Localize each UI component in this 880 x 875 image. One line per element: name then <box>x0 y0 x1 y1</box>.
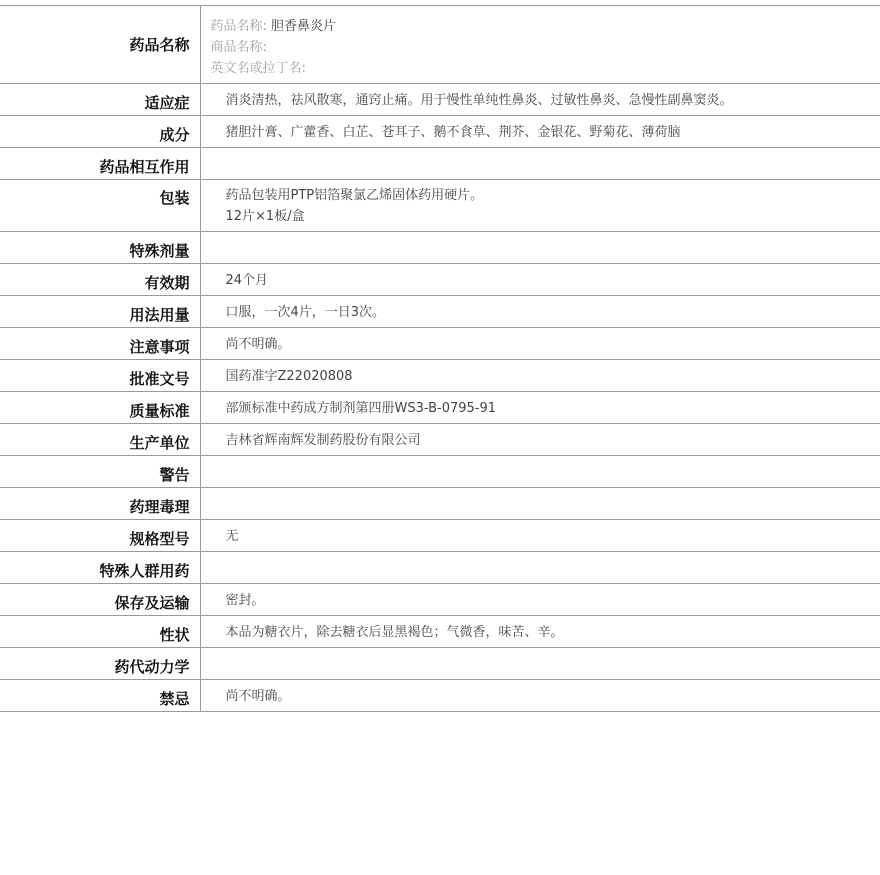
row-usage <box>0 296 880 328</box>
value-spec: 无 <box>200 520 880 552</box>
label-standard: 质量标准 <box>0 392 200 424</box>
row-contraindications <box>0 680 880 712</box>
value-validity: 24个月 <box>200 264 880 296</box>
label-notes: 注意事项 <box>0 328 200 360</box>
value-toxicology <box>200 488 880 520</box>
value-manufacturer: 吉林省辉南辉发制药股份有限公司 <box>200 424 880 456</box>
value-packaging <box>200 180 880 232</box>
value-ingredients: 猪胆汁膏、广藿香、白芷、苍耳子、鹅不食草、荆芥、金银花、野菊花、薄荷脑 <box>200 116 880 148</box>
row-interactions <box>0 148 880 180</box>
value-warning <box>200 456 880 488</box>
label-properties: 性状 <box>0 616 200 648</box>
value-properties: 本品为糖衣片，除去糖衣后显黑褐色；气微香，味苦、辛。 <box>200 616 880 648</box>
label-storage: 保存及运输 <box>0 584 200 616</box>
row-storage <box>0 584 880 616</box>
value-standard: 部颁标准中药成方制剂第四册WS3-B-0795-91 <box>200 392 880 424</box>
row-warning <box>0 456 880 488</box>
label-contraindications: 禁忌 <box>0 680 200 712</box>
row-toxicology <box>0 488 880 520</box>
row-validity <box>0 264 880 296</box>
row-approval <box>0 360 880 392</box>
label-indication: 适应症 <box>0 84 200 116</box>
label-ingredients: 成分 <box>0 116 200 148</box>
label-spec: 规格型号 <box>0 520 200 552</box>
drug-info-table <box>0 5 880 712</box>
generic-name-line <box>211 16 880 37</box>
row-special-dose <box>0 232 880 264</box>
row-special-population <box>0 552 880 584</box>
label-warning: 警告 <box>0 456 200 488</box>
label-packaging: 包装 <box>0 180 200 232</box>
trade-name-key: 商品名称: <box>211 40 267 55</box>
packaging-line-2: 12片×1板/盒 <box>226 206 880 227</box>
value-usage: 口服，一次4片，一日3次。 <box>200 296 880 328</box>
value-contraindications: 尚不明确。 <box>200 680 880 712</box>
label-special-population: 特殊人群用药 <box>0 552 200 584</box>
label-interactions: 药品相互作用 <box>0 148 200 180</box>
trade-name-line <box>211 37 880 58</box>
label-usage: 用法用量 <box>0 296 200 328</box>
row-packaging <box>0 180 880 232</box>
value-indication: 消炎清热，祛风散寒，通窍止痛。用于慢性单纯性鼻炎、过敏性鼻炎、急慢性副鼻窦炎。 <box>200 84 880 116</box>
generic-name-key: 药品名称: <box>211 19 267 34</box>
generic-name-value: 胆香鼻炎片 <box>271 19 336 34</box>
row-manufacturer <box>0 424 880 456</box>
row-notes <box>0 328 880 360</box>
row-indication <box>0 84 880 116</box>
value-approval: 国药准字Z22020808 <box>200 360 880 392</box>
packaging-line-1: 药品包装用PTP铝箔聚氯乙烯固体药用硬片。 <box>226 185 880 206</box>
row-pharmacokinetics <box>0 648 880 680</box>
english-name-line <box>211 58 880 79</box>
value-storage: 密封。 <box>200 584 880 616</box>
value-drug-name <box>200 6 880 84</box>
row-standard <box>0 392 880 424</box>
value-special-dose <box>200 232 880 264</box>
row-drug-name <box>0 6 880 84</box>
row-ingredients <box>0 116 880 148</box>
label-validity: 有效期 <box>0 264 200 296</box>
value-interactions <box>200 148 880 180</box>
label-pharmacokinetics: 药代动力学 <box>0 648 200 680</box>
label-manufacturer: 生产单位 <box>0 424 200 456</box>
label-approval: 批准文号 <box>0 360 200 392</box>
label-special-dose: 特殊剂量 <box>0 232 200 264</box>
row-spec <box>0 520 880 552</box>
value-special-population <box>200 552 880 584</box>
label-drug-name: 药品名称 <box>0 6 200 84</box>
value-notes: 尚不明确。 <box>200 328 880 360</box>
english-name-key: 英文名或拉丁名: <box>211 61 306 76</box>
row-properties <box>0 616 880 648</box>
value-pharmacokinetics <box>200 648 880 680</box>
label-toxicology: 药理毒理 <box>0 488 200 520</box>
